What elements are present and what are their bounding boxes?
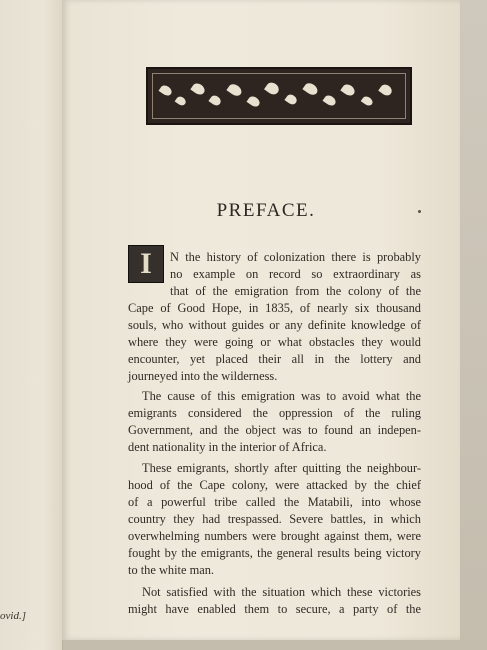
text-line: emigrants considered the oppression of the ruling — [128, 406, 421, 420]
paragraph-4 — [128, 584, 421, 618]
text-line: country they had trespassed. Severe battles, in which — [128, 512, 421, 526]
text-line: hood of the Cape colony, were attacked by the chief — [128, 478, 421, 492]
text-line: Government, and the object was to found an indepen- — [128, 423, 421, 437]
text-line: where they were going or what obstacles they would — [128, 335, 421, 349]
text-line: to the white man. — [128, 563, 215, 577]
text-line: of a powerful tribe called the Matabili, into whose — [128, 495, 421, 509]
text-line: no example on record so extraordinary as — [170, 267, 421, 281]
text-line: journeyed into the wilderness. — [128, 369, 278, 383]
text-line: These emigrants, shortly after quitting the neighbour- — [142, 461, 421, 475]
text-line: fought by the emigrants, the general results being victory — [128, 546, 421, 560]
decorative-headpiece — [146, 67, 412, 125]
paragraph-2 — [128, 388, 421, 456]
drop-cap-letter: I — [140, 247, 152, 280]
text-line: souls, who without guides or any definite knowledge of — [128, 318, 421, 332]
paragraph-3 — [128, 460, 421, 579]
left-page-edge — [0, 0, 63, 650]
print-speck — [418, 210, 421, 213]
text-line: encounter, yet placed their all in the lottery and — [128, 352, 421, 366]
text-line: Not satisfied with the situation which these victories — [142, 585, 421, 599]
text-line: The cause of this emigration was to avoid what the — [142, 389, 421, 403]
text-line: dent nationality in the interior of Africa. — [128, 440, 327, 454]
text-line: might have enabled them to secure, a party of the — [128, 602, 421, 616]
text-line: overwhelming numbers were brought against them, were — [128, 529, 421, 543]
paragraph-1 — [128, 249, 421, 385]
left-page-text: ovid.] — [0, 610, 26, 622]
book-page — [62, 0, 460, 640]
text-line: Cape of Good Hope, in 1835, of nearly six thousand — [128, 301, 421, 315]
text-line: N the history of colonization there is probably — [170, 250, 421, 264]
page-title: PREFACE. — [216, 200, 316, 221]
text-line: that of the emigration from the colony of the — [170, 284, 421, 298]
